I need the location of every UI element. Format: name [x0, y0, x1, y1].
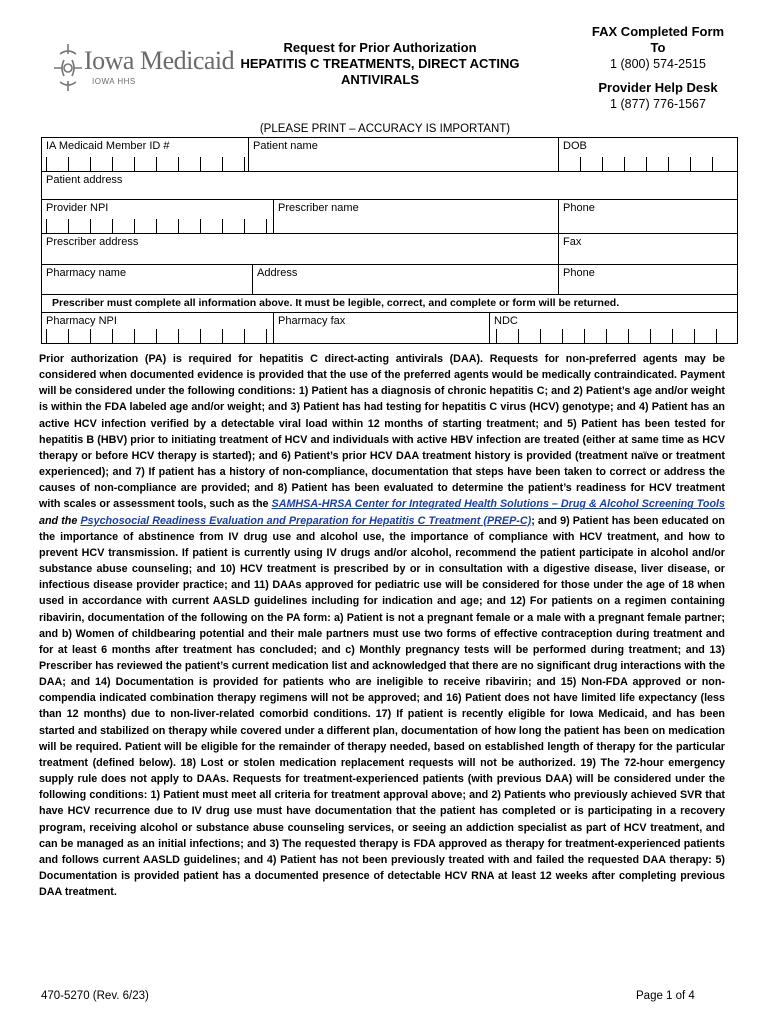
samhsa-link[interactable]: SAMHSA-HRSA Center for Integrated Health Solutions – Drug & Alcohol Screening Tools [271, 498, 726, 511]
logo-subtext: IOWA HHS [92, 77, 136, 86]
patient-address-field[interactable] [41, 171, 738, 200]
prescriber-fax-field[interactable] [558, 233, 738, 265]
criteria-part-3: ; and 9) Patient has been educated on the importance of abstinence from IV drug use and alcohol use, the importance of compliance with HCV treatment, and how to prevent HCV transmission. If patient is currently using IV drugs and/or alcohol, recommend the patient participate in alcohol and/or substance abuse counseling; and 10) HCV treatment is prescribed by or in consultation with a digestive disease, liver disease, or infectious disease provider practice; and 11) DAAs approved for pediatric use will be considered for those under the age of 18 when used in accordance with current AASLD guidelines including for indication and age; and 12) For patients on a regimen containing ribavirin, documentation of the following on the PA form: a) Patient is not a pregnant female or a male with a pregnant female partner; and b) Women of childbearing potential and their male partners must use two forms of effective contraception during treatment and for at least 6 months after treatment has concluded; and c) Monthly pregnancy tests will be performed during treatment; and 13) Prescriber has reviewed the patient’s current medication list and acknowledged that there are no significant drug interactions with the DAA; and 14) Documentation is provided for patients who are ineligible to receive ribavirin; and 15) Non-FDA approved or non-compendia indicated combination therapy regimens will not be approved; and 16) Patient does not have limited life expectancy (less than 12 months) due to non-liver-related comorbid conditions. 17) If patient is recently eligible for Iowa Medicaid, and has been started and stabilized on therapy while covered under a different plan, documentation of how long the patient has been on medication will be required. Patient will be eligible for the remainder of therapy needed, based on established length of therapy for the particular treatment (defined below). 18) Lost or stolen medication replacement requests will not be authorized. 19) The 72-hour emergency supply rule does not apply to DAAs. Requests for treatment-experienced patients (with previous DAA) will be considered under the following conditions: 1) Patient must meet all criteria for treatment approval above; and 2) Patients who previously achieved SVR that have HCV recurrence due to IV drug use must have documentation that the patient has completed or is participating in a recovery program, receiving alcohol or substance abuse counseling services, or seeing an addiction specialist as part of HCV treatment, and can be managed as an initial infections; and 3) The requested therapy is FDA approved as therapy for treatment-experienced patients and follows current AASLD guidelines; and 4) Patient has not been previously treated with and failed the requested DAA therapy: 5) Documentation is provided patient has a documented presence of detectable HCV RNA at least 12 weeks after completing previous DAA treatment. [39, 514, 725, 899]
title-line-1: Request for Prior Authorization [283, 40, 477, 55]
prescriber-phone-label: Phone [563, 202, 595, 214]
pharmacy-phone-field[interactable] [558, 264, 738, 295]
criteria-part-2: and the [39, 514, 81, 527]
help-desk-number: 1 (877) 776-1567 [610, 97, 706, 111]
dob-label: DOB [563, 140, 587, 152]
pharmacy-npi-field[interactable] [41, 312, 274, 344]
criteria-part-1: Prior authorization (PA) is required for hepatitis C direct-acting antivirals (DAA). Requests for non-preferred agents may be considered when documented evidence is provided that the use of the preferred agents would be medically contraindicated. Payment will be considered under the following conditions: 1) Patient has a diagnosis of chronic hepatitis C; and 2) Patient’s age and/or weight is within the FDA labeled age and/or weight; and 3) Patient has had testing for hepatitis C virus (HCV) genotype; and 4) Patient has an active HCV infection verified by a detectable viral load within 12 months of starting treatment; and 5) Patient has been tested for hepatitis B (HBV) prior to initiating treatment of HCV and individuals with active HBV infection are treated (either at same time as HCV therapy or before HCV therapy is started); and 6) Patient’s prior HCV DAA treatment history is provided (treatment naïve or treatment experienced); and 7) If patient has a history of non-compliance, documentation that steps have been taken to correct or address the causes of non-compliance are provided; and 8) Patient has been evaluated to determine the patient’s readiness for HCV treatment with scales or assessment tools, such as the [39, 353, 725, 511]
pharmacy-npi-label: Pharmacy NPI [46, 315, 117, 327]
logo-text: Iowa Medicaid [84, 46, 235, 75]
member-id-label: IA Medicaid Member ID # [46, 140, 170, 152]
fax-heading: FAX Completed Form [591, 24, 725, 39]
form-number: 470-5270 (Rev. 6/23) [41, 990, 149, 1002]
member-id-field[interactable] [41, 137, 249, 172]
member-id-digit-boxes [46, 157, 245, 171]
prescriber-address-label: Prescriber address [46, 236, 139, 248]
pharmacy-name-field[interactable] [41, 264, 253, 295]
dob-digit-boxes [559, 157, 734, 171]
fax-number: 1 (800) 574-2515 [610, 57, 706, 71]
logo-emblem-icon [50, 40, 86, 95]
ndc-field[interactable] [489, 312, 738, 344]
pharmacy-address-field[interactable] [252, 264, 559, 295]
title-line-2: HEPATITIS C TREATMENTS, DIRECT ACTING [240, 56, 520, 71]
title-line-3: ANTIVIRALS [341, 72, 419, 87]
prescriber-fax-label: Fax [563, 236, 582, 248]
pharmacy-address-label: Address [257, 267, 298, 279]
provider-npi-digit-boxes [46, 219, 267, 233]
patient-address-label: Patient address [46, 174, 123, 186]
pharmacy-name-label: Pharmacy name [46, 267, 127, 279]
pharmacy-npi-digit-boxes [46, 329, 267, 343]
form-title [210, 40, 550, 88]
prescriber-name-field[interactable] [273, 199, 559, 234]
pharmacy-fax-label: Pharmacy fax [278, 315, 346, 327]
page-number: Page 1 of 4 [636, 990, 695, 1002]
help-desk-heading: Provider Help Desk [598, 80, 718, 95]
prescriber-notice: Prescriber must complete all information above. It must be legible, correct, and complete or form will be returned. [52, 297, 620, 309]
patient-name-field[interactable] [248, 137, 559, 172]
ndc-digit-boxes [490, 329, 738, 343]
patient-name-label: Patient name [253, 140, 318, 152]
fax-info [558, 24, 758, 112]
fax-heading-to: To [650, 40, 666, 55]
ndc-label: NDC [494, 315, 518, 327]
dob-field[interactable] [558, 137, 738, 172]
provider-npi-field[interactable] [41, 199, 274, 234]
prescriber-phone-field[interactable] [558, 199, 738, 234]
please-print-note: (PLEASE PRINT – ACCURACY IS IMPORTANT) [259, 123, 511, 135]
pharmacy-fax-field[interactable] [273, 312, 490, 344]
prescriber-name-label: Prescriber name [278, 202, 359, 214]
prep-c-link[interactable]: Psychosocial Readiness Evaluation and Preparation for Hepatitis C Treatment (PREP-C) [80, 514, 532, 527]
pharmacy-phone-label: Phone [563, 267, 595, 279]
provider-npi-label: Provider NPI [46, 202, 109, 214]
criteria-text [39, 351, 725, 900]
iowa-medicaid-logo [50, 40, 235, 95]
prescriber-address-field[interactable] [41, 233, 559, 265]
